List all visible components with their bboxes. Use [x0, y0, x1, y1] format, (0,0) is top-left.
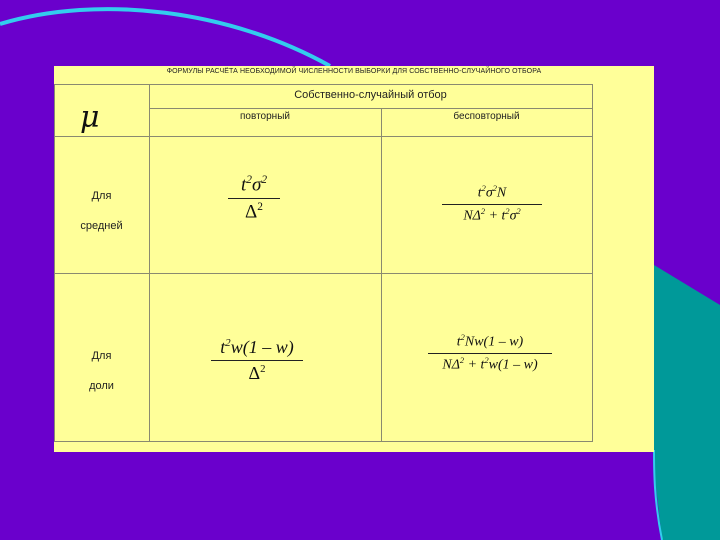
formula-mean-nonrepeat: $t^2\sigma^2N$ $N\Delta^2 + t^2\sigma^2$	[442, 184, 542, 224]
row-label-share-line2: доли	[89, 380, 114, 392]
formula-table	[54, 84, 592, 442]
row-label-mean-line1: Для	[91, 190, 112, 202]
column-header-repeat: повторный	[240, 111, 290, 122]
formula-share-nonrepeat: $t^2Nw(1 - w)$ $N\Delta^2 + t^2w(1 - w)$	[428, 333, 552, 373]
table-border-top	[54, 84, 592, 85]
decorative-teal-shape	[654, 265, 720, 540]
table-border-bottom	[54, 441, 592, 442]
group-header: Собственно-случайный отбор	[294, 89, 447, 101]
table-divider-columns	[381, 108, 382, 442]
table-divider-symbol	[149, 84, 150, 442]
formula-mean-repeat: $t^2\sigma^2$ $\Delta^2$	[228, 174, 280, 224]
table-divider-rows	[54, 273, 592, 274]
formula-table-panel	[54, 66, 654, 452]
formula-share-repeat: $t^2w(1 - w)$ $\Delta^2$	[211, 337, 303, 384]
decorative-arc	[0, 9, 330, 66]
row-label-share-line1: Для	[91, 350, 112, 362]
column-header-nonrepeat: бесповторный	[453, 111, 520, 122]
row-label-mean-line2: средней	[80, 220, 123, 232]
table-title: ФОРМУЛЫ РАСЧЁТА НЕОБХОДИМОЙ ЧИСЛЕННОСТИ ВЫБОРКИ ДЛЯ СОБСТВЕННО-СЛУЧАЙНОГО ОТБОРА	[166, 68, 542, 75]
table-border-right	[592, 84, 593, 442]
table-divider-header	[54, 136, 592, 137]
mu-symbol: μ	[80, 100, 100, 135]
table-divider-group	[149, 108, 592, 109]
